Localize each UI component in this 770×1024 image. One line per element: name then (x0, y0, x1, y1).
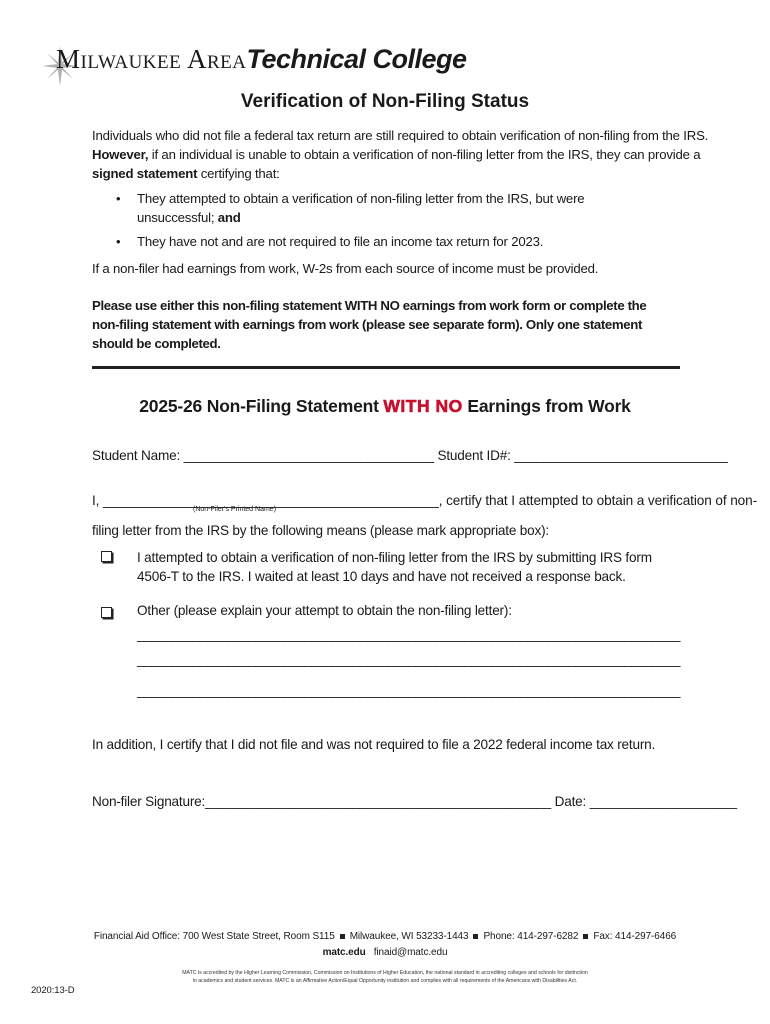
square-bullet-icon (583, 934, 588, 939)
explanation-line-3[interactable]: ______________________________________________________________________________ (137, 683, 680, 698)
and-text: and (217, 210, 241, 225)
option-2-text: Other (please explain your attempt to obtain the non-filing letter): (137, 603, 512, 618)
intro-line-3-rest: certifying that: (197, 166, 280, 181)
bullet-2: They have not and are not required to file an income tax return for 2023. (137, 234, 544, 249)
logo-bold-text: Technical College (246, 44, 467, 74)
section-divider (92, 366, 680, 369)
student-name-field[interactable]: Student Name: __________________________________ (92, 448, 434, 463)
option-1-checkbox[interactable] (101, 551, 112, 562)
bullet-dot-1: • (116, 191, 121, 206)
bullet-1 (137, 189, 584, 227)
accreditation-line-2: in academics and student services. MATC is an Affirmative Action/Equal Opportunity institution and complies with all requirements of the Americans with Disabilities Act. (192, 978, 578, 984)
footer-office: Financial Aid Office: 700 West State Street, Room S115 (93, 931, 335, 942)
footer-fax: Fax: 414-297-6466 (593, 931, 677, 942)
intro-line-2-rest: if an individual is unable to obtain a verification of non-filing letter from the IRS, they can provide a (148, 147, 701, 162)
student-info-line[interactable] (92, 448, 728, 463)
bullet-1-line-2 (137, 208, 584, 227)
form-code: 2020:13-D (31, 985, 75, 996)
footer-address (0, 931, 770, 942)
accreditation-line-1: MATC is accredited by the Higher Learning Commission, Commission on Institutions of Higher Education, the national standard in accrediting colleges and schools for distinction (182, 970, 588, 976)
signed-statement-text: signed statement (92, 166, 198, 181)
page-title: Verification of Non-Filing Status (240, 91, 530, 112)
college-logo (56, 44, 467, 75)
bullet-dot-2: • (116, 234, 121, 249)
form-title-withno: WITH NO (383, 396, 463, 416)
printed-name-line[interactable]: I, _____________________________________________, certify that I attempted to obtain a verification of non- (92, 493, 757, 508)
instruction-line-1: Please use either this non-filing statement WITH NO earnings from work form or complete the (92, 298, 647, 313)
bullet-1-line-1: They attempted to obtain a verification of non-filing letter from the IRS, but were (137, 191, 585, 206)
filing-means-line: filing letter from the IRS by the following means (please mark appropriate box): (92, 523, 549, 538)
option-1-text (137, 548, 652, 586)
footer-city: Milwaukee, WI 53233-1443 (349, 931, 469, 942)
form-title-pre: 2025-26 Non-Filing Statement (139, 396, 384, 416)
instruction-line-2: non-filing statement with earnings from work (please see separate form). Only one statement (92, 317, 642, 332)
option-2-checkbox[interactable] (101, 607, 112, 618)
footer-website[interactable]: matc.edu (322, 947, 366, 958)
date-field[interactable]: Date: ____________________ (551, 794, 737, 809)
form-title (0, 396, 770, 417)
footer-phone: Phone: 414-297-6282 (483, 931, 579, 942)
square-bullet-icon (473, 934, 478, 939)
explanation-line-1[interactable]: ______________________________________________________________________________ (137, 627, 680, 642)
option-1-line-2: 4506-T to the IRS. I waited at least 10 days and have not received a response back. (137, 569, 626, 584)
student-id-field[interactable]: Student ID#: _____________________________ (433, 448, 728, 463)
footer-email[interactable]: finaid@matc.edu (373, 947, 448, 958)
option-1-line-1: I attempted to obtain a verification of non-filing letter from the IRS by submitting IRS form (137, 550, 652, 565)
footer-contact (0, 947, 770, 958)
signature-field[interactable]: Non-filer Signature:_______________________________________________ (92, 794, 552, 809)
signature-line[interactable] (92, 794, 737, 809)
bullet-1-line-2-text: unsuccessful; (137, 210, 218, 225)
intro-line-1: Individuals who did not file a federal tax return are still required to obtain verification of non-filing from the IRS. (92, 128, 709, 143)
w2-paragraph: If a non-filer had earnings from work, W-2s from each source of income must be provided. (92, 261, 599, 276)
accreditation-notice (0, 969, 770, 985)
however-text: However, (92, 147, 149, 162)
intro-paragraph (92, 126, 709, 183)
printed-name-label: (Non-Filer's Printed Name) (193, 506, 277, 513)
form-title-post: Earnings from Work (462, 396, 631, 416)
certification-text: In addition, I certify that I did not file and was not required to file a 2022 federal income tax return. (92, 737, 656, 752)
instruction-line-3: should be completed. (92, 336, 221, 351)
instruction-paragraph (92, 296, 646, 353)
logo-serif-text: Milwaukee Area (56, 44, 247, 74)
intro-line-3 (92, 164, 692, 183)
square-bullet-icon (340, 934, 345, 939)
explanation-line-2[interactable]: ______________________________________________________________________________ (137, 652, 680, 667)
intro-line-2 (92, 145, 701, 164)
